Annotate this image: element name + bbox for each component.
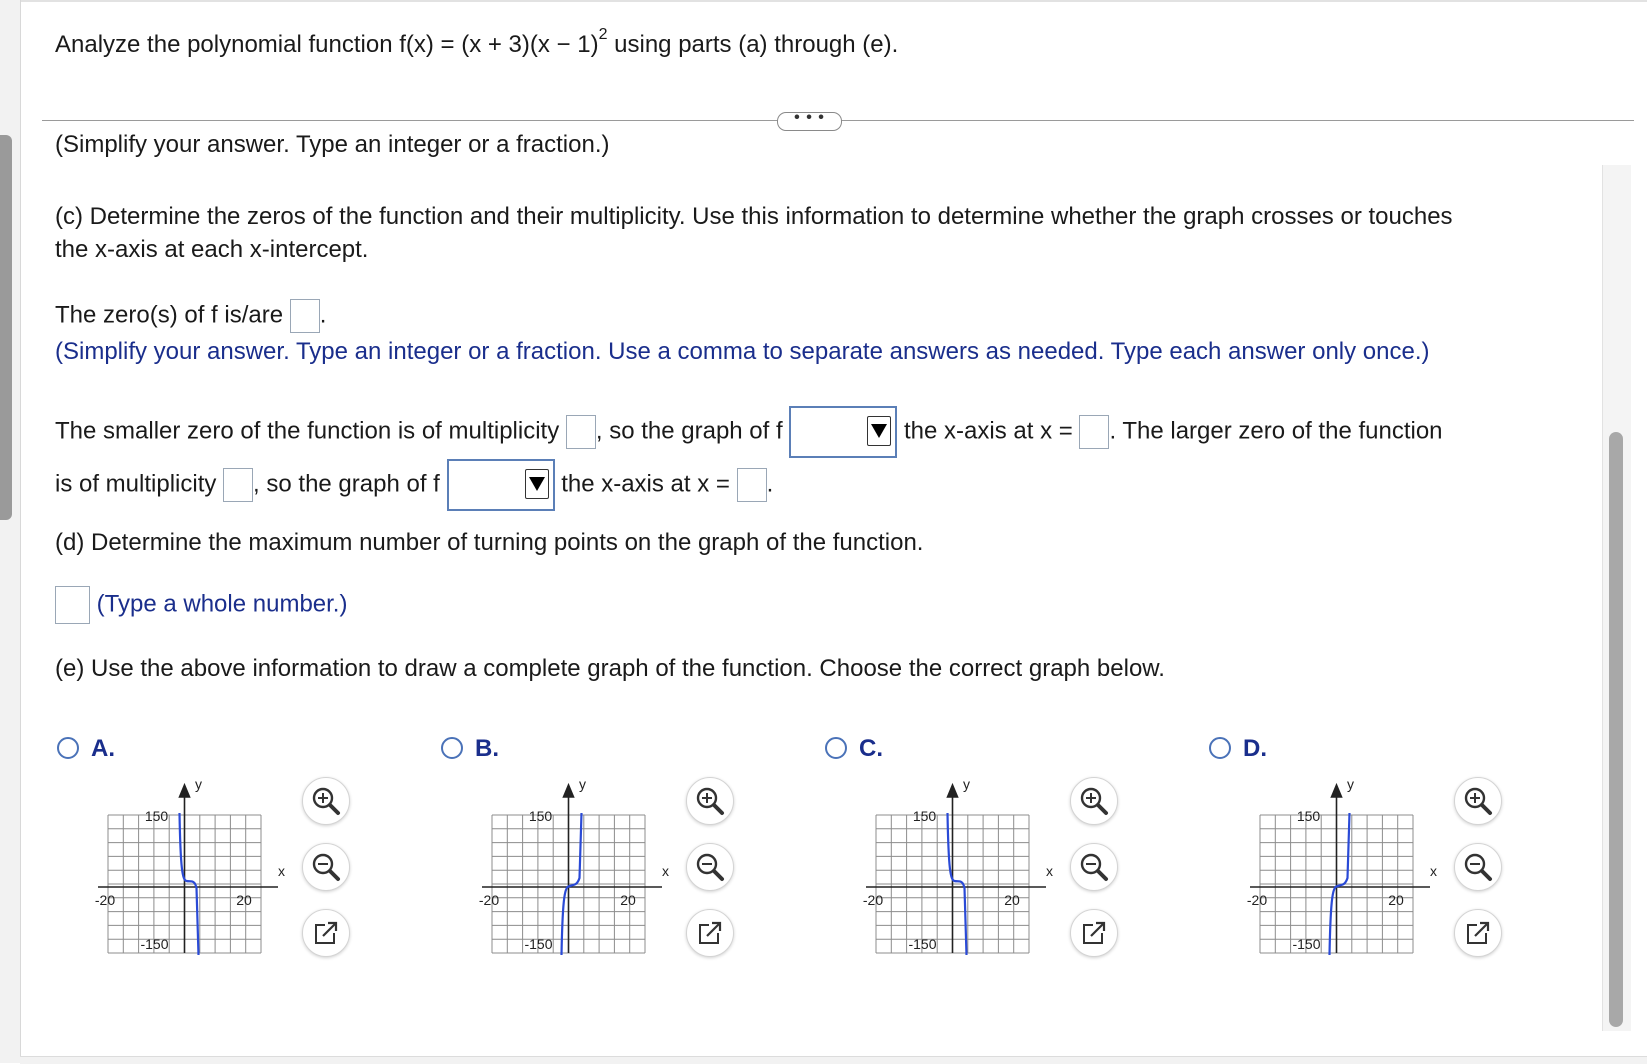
graph-svg	[1242, 775, 1437, 955]
open-graph-button-b[interactable]	[686, 909, 734, 957]
open-graph-button-c[interactable]	[1070, 909, 1118, 957]
zoom-out-button-b[interactable]	[686, 843, 734, 891]
zoom-in-icon[interactable]	[303, 778, 349, 824]
turning-points-row	[55, 586, 347, 624]
zoom-out-button-a[interactable]	[302, 843, 350, 891]
zoom-out-icon[interactable]	[687, 844, 733, 890]
radio-a[interactable]	[57, 737, 79, 759]
smaller-multiplicity-input[interactable]	[566, 415, 596, 449]
graph-axes	[98, 785, 278, 953]
smaller-zero-x-input[interactable]	[1079, 415, 1109, 449]
zoom-out-icon[interactable]	[1071, 844, 1117, 890]
graph-svg	[90, 775, 285, 955]
y-axis-label: y	[963, 776, 970, 792]
zoom-in-icon[interactable]	[1455, 778, 1501, 824]
larger-multiplicity-text: is of multiplicity	[55, 470, 217, 498]
open-external-icon[interactable]	[1071, 910, 1117, 956]
y-max-label: 150	[912, 808, 937, 824]
y-axis-label: y	[1347, 776, 1354, 792]
zoom-in-button-a[interactable]	[302, 777, 350, 825]
y-max-label: 150	[528, 808, 553, 824]
more-button[interactable]: • • •	[777, 112, 842, 131]
dropdown-arrow-icon[interactable]	[525, 469, 549, 499]
zeros-row: The zero(s) of f is/are .	[55, 299, 326, 333]
cut-off-hint: (Simplify your answer. Type an integer or a fraction.)	[55, 131, 610, 158]
x-axis-label: x	[662, 863, 669, 879]
larger-zero-x-input[interactable]	[737, 468, 767, 502]
option-a[interactable]: A.	[57, 735, 115, 763]
x-axis-label: x	[278, 863, 285, 879]
y-axis-label: y	[579, 776, 586, 792]
zoom-out-button-d[interactable]	[1454, 843, 1502, 891]
radio-c[interactable]	[825, 737, 847, 759]
question-text: Analyze the polynomial function $f(x) = (x + 3)(x - 1)^2$ using parts (a) through (e).	[55, 26, 899, 58]
x-axis-label: x	[1046, 863, 1053, 879]
zoom-out-icon[interactable]	[303, 844, 349, 890]
x-min-label: -20	[862, 892, 884, 908]
zoom-out-button-c[interactable]	[1070, 843, 1118, 891]
open-graph-button-a[interactable]	[302, 909, 350, 957]
part-d-prompt: (d) Determine the maximum number of turning points on the graph of the function.	[55, 529, 924, 556]
y-max-label: 150	[1296, 808, 1321, 824]
zoom-in-button-c[interactable]	[1070, 777, 1118, 825]
part-c-prompt-line2: the x-axis at each x-intercept.	[55, 236, 369, 263]
inner-scrollbar-thumb[interactable]	[1609, 432, 1623, 1027]
bottom-border	[20, 1056, 1647, 1064]
graph-a[interactable]	[90, 775, 285, 955]
part-e-prompt: (e) Use the above information to draw a complete graph of the function. Choose the correct graph below.	[55, 655, 1165, 682]
y-min-label: -150	[908, 936, 937, 952]
graph-axes	[482, 785, 662, 953]
smaller-behavior-dropdown[interactable]	[789, 406, 897, 458]
multiplicity-row-1: The smaller zero of the function is of multiplicity , so the graph of f the x-axis at x = . The larger zero of the function	[55, 406, 1443, 458]
graph-c[interactable]	[858, 775, 1053, 955]
zeros-label: The zero(s) of f is/are	[55, 301, 284, 329]
larger-multiplicity-input[interactable]	[223, 468, 253, 502]
zeros-hint: (Simplify your answer. Type an integer or a fraction. Use a comma to separate answers as needed. Type each answer only once.)	[55, 338, 1430, 365]
x-max-label: 20	[1004, 892, 1020, 908]
x-min-label: -20	[1246, 892, 1268, 908]
zoom-in-button-b[interactable]	[686, 777, 734, 825]
graph-axes	[1250, 785, 1430, 953]
x-axis-label: x	[1430, 863, 1437, 879]
option-c[interactable]: C.	[825, 735, 883, 763]
larger-behavior-dropdown[interactable]	[447, 459, 555, 511]
y-min-label: -150	[140, 936, 169, 952]
graph-svg	[474, 775, 669, 955]
multiplicity-row-2: is of multiplicity , so the graph of f the x-axis at x = .	[55, 459, 773, 511]
zeros-input[interactable]	[290, 299, 320, 333]
open-external-icon[interactable]	[303, 910, 349, 956]
radio-d[interactable]	[1209, 737, 1231, 759]
x-min-label: -20	[94, 892, 116, 908]
y-min-label: -150	[1292, 936, 1321, 952]
x-max-label: 20	[236, 892, 252, 908]
open-external-icon[interactable]	[687, 910, 733, 956]
x-min-label: -20	[478, 892, 500, 908]
open-external-icon[interactable]	[1455, 910, 1501, 956]
graph-d[interactable]	[1242, 775, 1437, 955]
part-c-prompt-line1: (c) Determine the zeros of the function and their multiplicity. Use this information to determine whether the graph crosses or touches	[55, 203, 1453, 230]
turning-points-hint: (Type a whole number.)	[96, 590, 348, 618]
option-b[interactable]: B.	[441, 735, 499, 763]
zoom-in-icon[interactable]	[1071, 778, 1117, 824]
y-max-label: 150	[144, 808, 169, 824]
turning-points-input[interactable]	[55, 586, 90, 624]
graph-b[interactable]	[474, 775, 669, 955]
y-min-label: -150	[524, 936, 553, 952]
top-border	[20, 0, 1647, 2]
x-max-label: 20	[1388, 892, 1404, 908]
outer-scrollbar-thumb[interactable]	[0, 135, 12, 520]
zoom-in-icon[interactable]	[687, 778, 733, 824]
y-axis-label: y	[195, 776, 202, 792]
zoom-in-button-d[interactable]	[1454, 777, 1502, 825]
option-d[interactable]: D.	[1209, 735, 1267, 763]
smaller-zero-text: The smaller zero of the function is of multiplicity	[55, 417, 560, 445]
zoom-out-icon[interactable]	[1455, 844, 1501, 890]
open-graph-button-d[interactable]	[1454, 909, 1502, 957]
graph-svg	[858, 775, 1053, 955]
dropdown-arrow-icon[interactable]	[867, 416, 891, 446]
graph-axes	[866, 785, 1046, 953]
x-max-label: 20	[620, 892, 636, 908]
radio-b[interactable]	[441, 737, 463, 759]
